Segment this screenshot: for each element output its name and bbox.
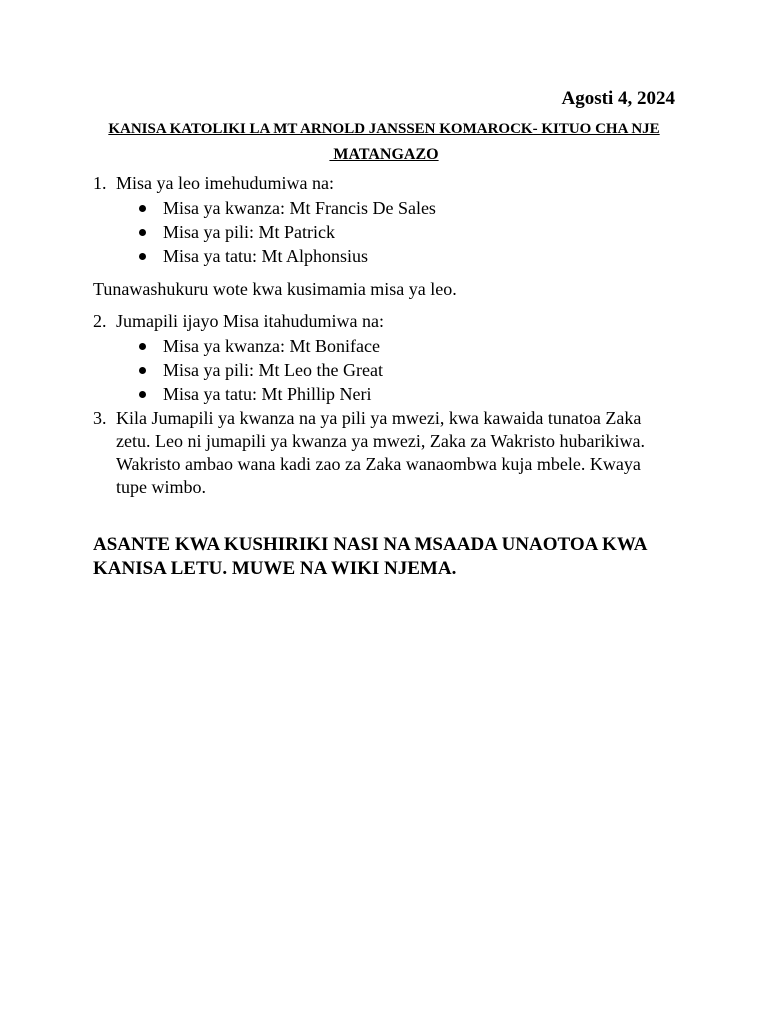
announcements-title: MATANGAZO (329, 146, 439, 163)
list-item (139, 358, 675, 382)
bullet-icon (139, 229, 146, 236)
bullet-list (93, 196, 675, 268)
document-date: Agosti 4, 2024 (561, 88, 675, 109)
bullet-icon (139, 253, 146, 260)
church-name-heading: KANISA KATOLIKI LA MT ARNOLD JANSSEN KOMAROCK- KITUO CHA NJE (108, 121, 660, 137)
list-item (139, 334, 675, 358)
thanks-paragraph: Tunawashukuru wote kwa kusimamia misa ya leo. (93, 279, 457, 299)
list-item-text: Misa ya kwanza: Mt Francis De Sales (163, 198, 436, 218)
announcement-item-2 (93, 310, 675, 333)
list-item (139, 196, 675, 220)
item-number: 1. (93, 173, 107, 193)
list-item (139, 382, 675, 406)
announcement-item-3 (93, 407, 675, 499)
bullet-list (93, 334, 675, 406)
bullet-icon (139, 391, 146, 398)
bullet-icon (139, 205, 146, 212)
list-item-text: Misa ya tatu: Mt Alphonsius (163, 246, 369, 266)
item-text: Jumapili ijayo Misa itahudumiwa na: (116, 311, 384, 331)
list-item-text: Misa ya pili: Mt Patrick (163, 222, 335, 242)
item-number: 3. (93, 408, 107, 428)
announcement-item-1 (93, 172, 675, 195)
document-page (93, 86, 675, 581)
list-item-text: Misa ya tatu: Mt Phillip Neri (163, 384, 372, 404)
bullet-icon (139, 343, 146, 350)
bullet-icon (139, 367, 146, 374)
list-item-text: Misa ya kwanza: Mt Boniface (163, 336, 380, 356)
list-item (139, 244, 675, 268)
item-number: 2. (93, 311, 107, 331)
closing-message: ASANTE KWA KUSHIRIKI NASI NA MSAADA UNAOTOA KWA KANISA LETU. MUWE NA WIKI NJEMA. (93, 534, 647, 579)
item-text: Misa ya leo imehudumiwa na: (116, 173, 334, 193)
item-text: Kila Jumapili ya kwanza na ya pili ya mwezi, kwa kawaida tunatoa Zaka zetu. Leo ni jumapili ya kwanza ya mwezi, Zaka za Wakristo hubarikiwa. Wakristo ambao wana kadi zao za Zaka wanaombwa kuja mbele. Kwaya tupe wimbo. (116, 408, 646, 497)
list-item-text: Misa ya pili: Mt Leo the Great (163, 360, 383, 380)
list-item (139, 220, 675, 244)
